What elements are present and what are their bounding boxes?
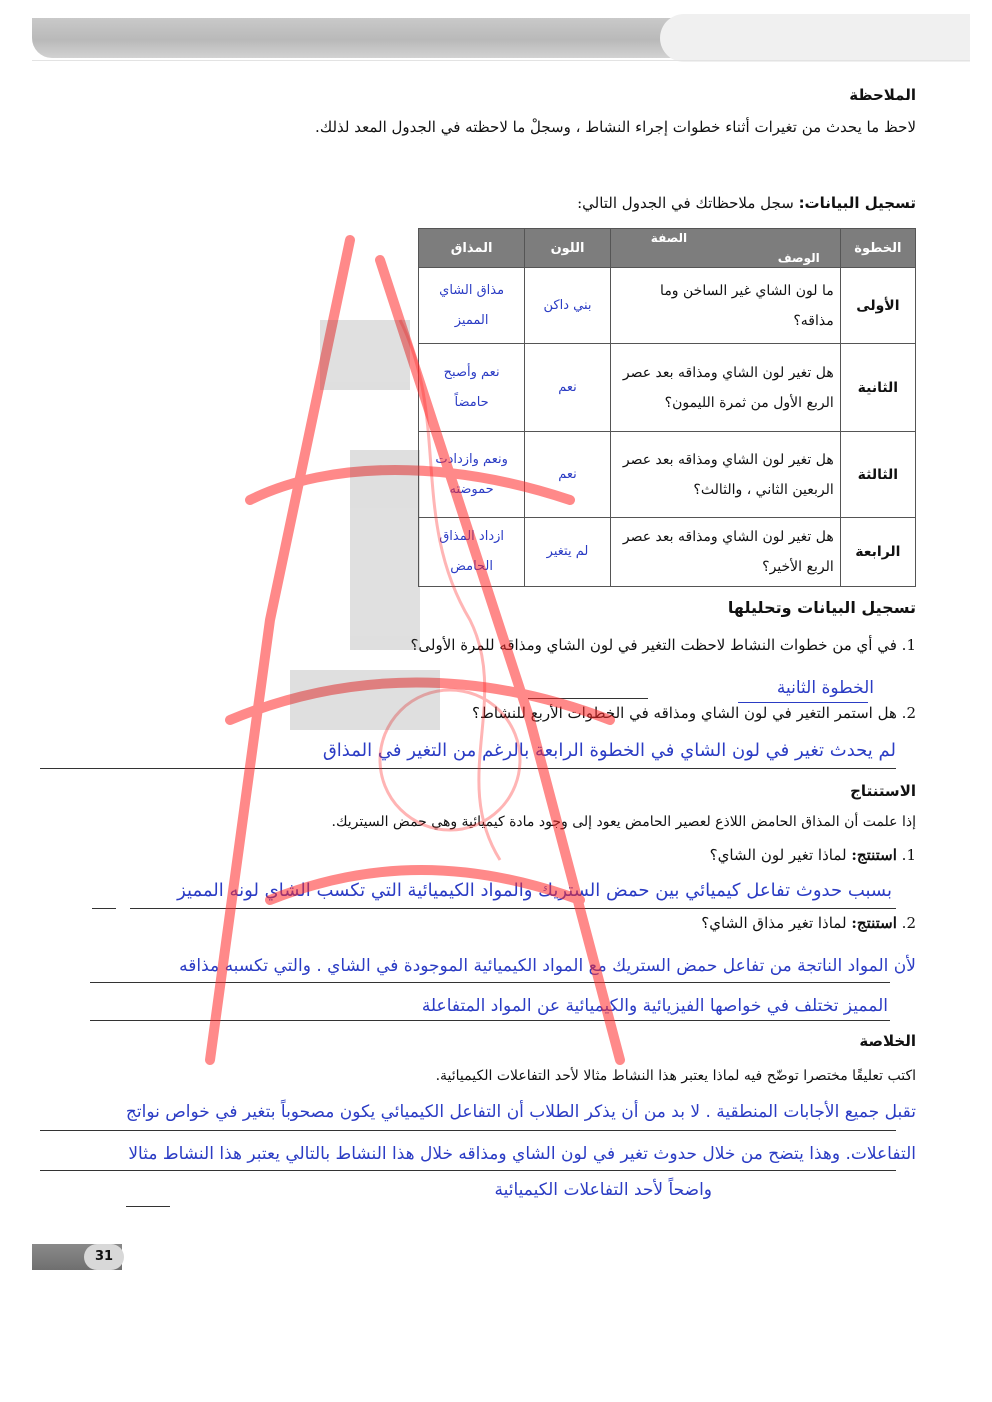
data-recording-line	[577, 194, 916, 212]
data-recording-label: تسجيل البيانات:	[798, 194, 916, 212]
question-number: 1.	[901, 636, 916, 654]
question-text: لماذا تغير لون الشاي؟	[709, 846, 847, 864]
question-text: هل استمر التغير في لون الشاي ومذاقه في الخطوات الأربع للنشاط؟	[472, 704, 897, 722]
page-number: 31	[84, 1244, 124, 1270]
analysis-heading: تسجيل البيانات وتحليلها	[727, 598, 916, 617]
question-label: استنتج:	[851, 846, 897, 864]
row-step: الثالثة	[840, 432, 915, 518]
header-step: الخطوة	[840, 229, 915, 268]
observation-text: لاحظ ما يحدث من تغيرات أثناء خطوات إجراء النشاط ، وسجلْ ما لاحظته في الجدول المعد لذلك.	[315, 118, 916, 136]
watermark-block	[350, 450, 420, 650]
observation-heading: الملاحظة	[849, 86, 916, 104]
summary-answer-line-1: تقبل جميع الأجابات المنطقية . لا بد من أن يذكر الطلاب أن التفاعل الكيميائي يكون مصحوباً بتغير في خواص نواتج	[125, 1102, 916, 1122]
row-color-answer: لم يتغير	[525, 518, 611, 587]
answer-underline	[40, 1170, 896, 1171]
summary-answer-line-3: واضحاً لأحد التفاعلات الكيميائية	[494, 1180, 712, 1200]
row-question: هل تغير لون الشاي ومذاقه بعد عصر الربعين الثاني ، والثالث؟	[610, 432, 840, 518]
row-step: الثانية	[840, 344, 915, 432]
question-number: 2.	[901, 704, 916, 722]
conclusion-question-2	[701, 914, 916, 932]
analysis-answer-2: لم يحدث تغير في لون الشاي في الخطوة الرابعة بالرغم من التغير في المذاق	[322, 740, 896, 761]
row-color-answer: نعم	[525, 432, 611, 518]
summary-answer-line-2: التفاعلات. وهذا يتضح من خلال حدوث تغير في لون الشاي ومذاقه خلال هذا النشاط بالتالي يعتبر هذا النشاط مثالا	[128, 1144, 916, 1164]
row-taste-answer: ونعم وازدادت حموضته	[419, 432, 525, 518]
header-divider	[32, 60, 970, 61]
answer-underline	[738, 702, 868, 703]
analysis-question-2	[56, 704, 916, 722]
row-taste-answer: ازداد المذاق الحامض	[419, 518, 525, 587]
analysis-question-1	[56, 636, 916, 654]
question-text: لماذا تغير مذاق الشاي؟	[701, 914, 847, 932]
row-taste-answer: مذاق الشاي المميز	[419, 268, 525, 344]
question-label: استنتج:	[851, 914, 897, 932]
watermark-block	[320, 320, 410, 390]
header-color: اللون	[525, 229, 611, 268]
question-number: 1.	[901, 846, 916, 864]
answer-underline	[40, 1130, 896, 1131]
question-number: 2.	[901, 914, 916, 932]
row-taste-answer: نعم وأصبح حامضاً	[419, 344, 525, 432]
row-step: الأولى	[840, 268, 915, 344]
table-row	[419, 268, 916, 344]
question-text: في أي من خطوات النشاط لاحظت التغير في لون الشاي ومذاقه للمرة الأولى؟	[410, 636, 897, 654]
summary-heading: الخلاصة	[859, 1032, 916, 1050]
header-property-description	[610, 229, 840, 268]
conclusion-intro: إذا علمت أن المذاق الحامض اللاذع لعصير الحامض يعود إلى وجود مادة كيميائية وهي حمض السيتريك.	[331, 814, 916, 830]
answer-underline	[126, 1206, 170, 1207]
row-color-answer: بني داكن	[525, 268, 611, 344]
answer-underline	[92, 908, 116, 909]
header-taste: المذاق	[419, 229, 525, 268]
table-row	[419, 432, 916, 518]
row-question: ما لون الشاي غير الساخن وما مذاقه؟	[610, 268, 840, 344]
answer-underline	[40, 768, 896, 769]
conclusion-answer-2-line-2: المميز تختلف في خواصها الفيزيائية والكيميائية عن المواد المتفاعلة	[421, 996, 888, 1016]
analysis-answer-1: الخطوة الثانية	[776, 678, 874, 698]
data-recording-text: سجل ملاحظاتك في الجدول التالي:	[577, 194, 794, 212]
header-property: الصفة	[650, 231, 688, 245]
table-row	[419, 518, 916, 587]
conclusion-heading: الاستنتاج	[850, 782, 916, 800]
page-header-highlight	[660, 14, 970, 62]
row-color-answer: نعم	[525, 344, 611, 432]
table-header-row	[419, 229, 916, 268]
conclusion-answer-1: بسبب حدوث تفاعل كيميائي بين حمض الستريك والمواد الكيميائية التي تكسب الشاي لونه المميز	[177, 880, 892, 901]
row-step: الرابعة	[840, 518, 915, 587]
row-question: هل تغير لون الشاي ومذاقه بعد عصر الربع الأول من ثمرة الليمون؟	[610, 344, 840, 432]
row-question: هل تغير لون الشاي ومذاقه بعد عصر الربع الأخير؟	[610, 518, 840, 587]
answer-underline	[130, 908, 896, 909]
conclusion-question-1	[710, 846, 916, 864]
answer-underline	[90, 982, 890, 983]
summary-instruction: اكتب تعليقًا مختصرا توضّح فيه لماذا يعتبر هذا النشاط مثالا لأحد التفاعلات الكيميائية.	[435, 1068, 916, 1084]
table-row	[419, 344, 916, 432]
conclusion-answer-2-line-1: لأن المواد الناتجة من تفاعل حمض الستريك مع المواد الكيميائية الموجودة في الشاي . والتي تكسبه مذاقه	[179, 956, 916, 976]
header-description: الوصف	[777, 251, 820, 265]
answer-underline	[528, 698, 648, 699]
observation-table	[418, 228, 916, 587]
answer-underline	[90, 1020, 890, 1021]
